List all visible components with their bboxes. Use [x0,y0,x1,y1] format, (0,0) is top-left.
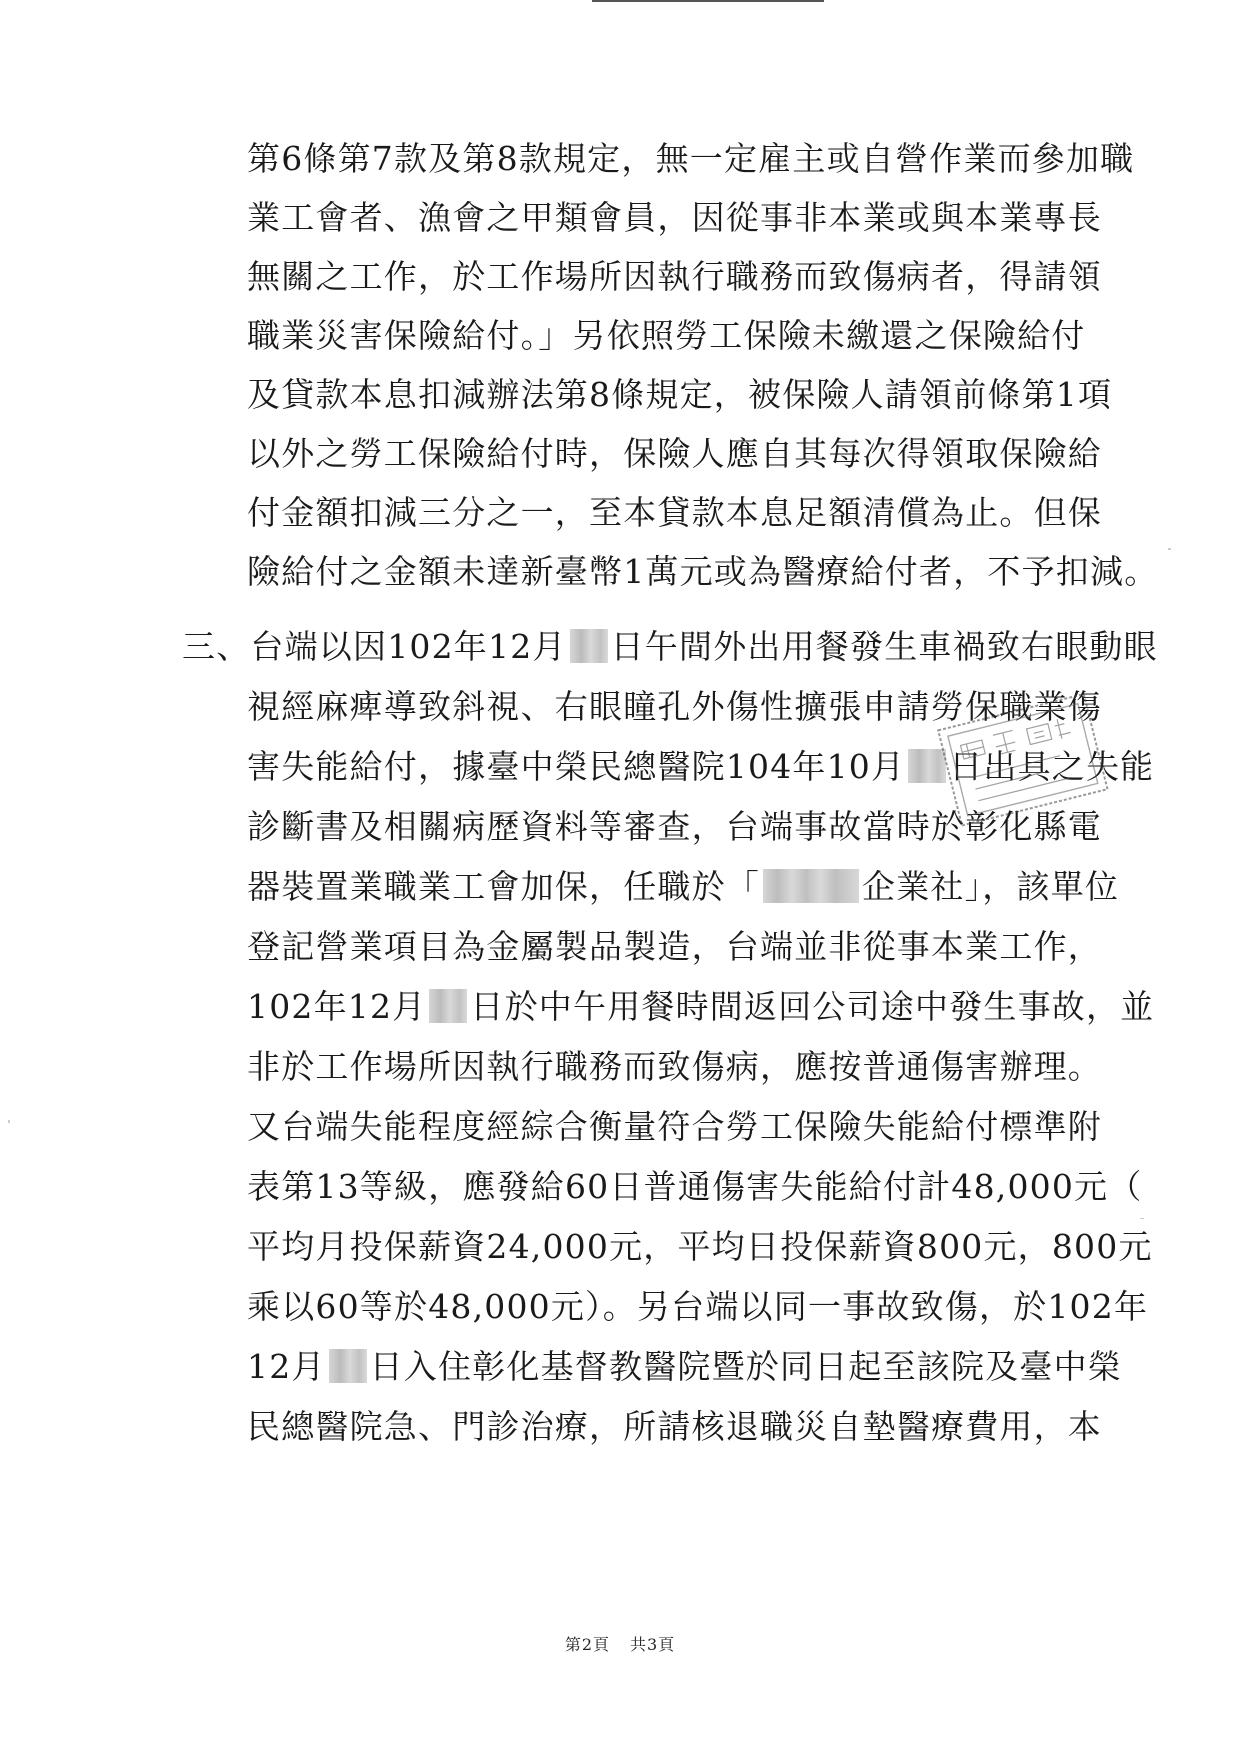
redaction-block [763,869,859,903]
redaction-block [429,989,467,1023]
text-segment: 日午間外出用餐發生車禍致右眼動眼 [610,627,1158,666]
top-edge-rule [592,0,824,2]
text-line: 登記營業項目為金屬製品製造，台端並非從事本業工作， [247,927,1102,966]
text-line: 無關之工作，於工作場所因執行職務而致傷病者，得請領 [247,257,1102,296]
text-line: 付金額扣減三分之一，至本貸款本息足額清償為止。但保 [247,493,1102,532]
text-segment: 台端以因102年12月 [250,627,567,666]
text-line: 第6條第7款及第8款規定，無一定雇主或自營作業而參加職 [247,139,1135,178]
text-line: 平均月投保薪資24,000元，平均日投保薪資800元，800元 [247,1227,1153,1266]
text-line: 表第13等級，應發給60日普通傷害失能給付計48,000元（ [247,1167,1143,1206]
text-line: 非於工作場所因執行職務而致傷病，應按普通傷害辦理。 [247,1047,1102,1086]
scan-speck [1168,548,1171,550]
text-line: 視經麻痺導致斜視、右眼瞳孔外傷性擴張申請勞保職業傷 [247,687,1102,726]
section-three-line [182,622,1158,672]
text-segment: 日入住彰化基督教醫院暨於同日起至該院及臺中榮 [369,1347,1122,1386]
text-line: 又台端失能程度經綜合衡量符合勞工保險失能給付標準附 [247,1107,1102,1146]
page-total: 共3頁 [630,1635,676,1654]
page-number: 第2頁 [564,1635,610,1654]
section-marker: 三、 [182,627,251,666]
text-line: 乘以60等於48,000元）。另台端以同一事故致傷，於102年 [247,1287,1149,1326]
text-segment: 102年12月 [247,987,427,1026]
text-line [247,1342,1122,1392]
text-line [247,982,1154,1032]
text-segment: 器裝置業職業工會加保，任職於「 [247,867,760,906]
text-line: 診斷書及相關病歷資料等審查，台端事故當時於彰化縣電 [247,807,1102,846]
text-line: 以外之勞工保險給付時，保險人應自其每次得領取保險給 [247,434,1102,473]
text-segment: 企業社」，該單位 [862,867,1120,906]
text-line: 險給付之金額未達新臺幣1萬元或為醫療給付者，不予扣減。 [247,552,1159,591]
text-line [247,862,1119,912]
scan-speck [8,1120,10,1123]
text-line: 職業災害保險給付。」另依照勞工保險未繳還之保險給付 [247,316,1086,355]
scan-speck [1140,1218,1144,1219]
text-line: 業工會者、漁會之甲類會員，因從事非本業或與本業專長 [247,198,1102,237]
text-segment: 日於中午用餐時間返回公司途中發生事故，並 [470,987,1155,1026]
text-line: 及貸款本息扣減辦法第8條規定，被保險人請領前條第1項 [247,375,1113,414]
text-segment: 12月 [247,1347,326,1386]
text-line: 民總醫院急、門診治療，所請核退職災自墊醫療費用，本 [247,1407,1102,1446]
text-segment: 日出具之失能 [949,747,1155,786]
redaction-block [570,629,608,663]
text-segment: 害失能給付，據臺中榮民總醫院104年10月 [247,747,906,786]
page-footer [0,1632,1240,1655]
redaction-block [329,1349,367,1383]
